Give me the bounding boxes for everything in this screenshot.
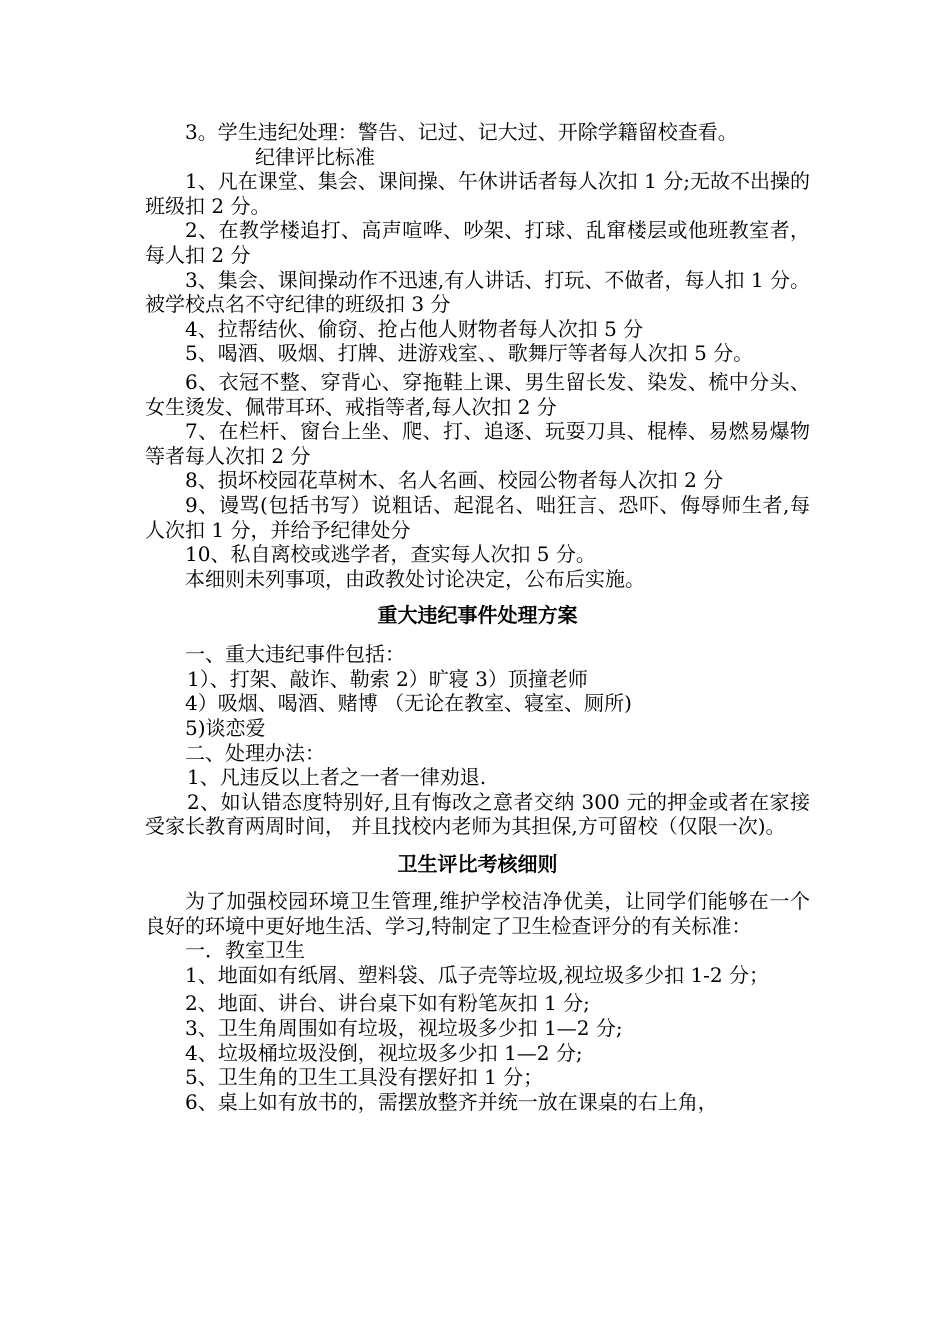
major-line-3: 4）吸烟、喝酒、赌博 （无论在教室、寝室、厕所) <box>185 691 632 716</box>
major-violation-title: 重大违纪事件处理方案 <box>377 603 578 628</box>
discipline-item-9: 9、谩骂(包括书写）说粗话、起混名、咄狂言、恐吓、侮辱师生者,每人次扣 1 分，并给予纪律处分 <box>145 492 810 542</box>
major-line-5: 二、处理办法： <box>185 740 325 765</box>
hygiene-item-5: 5、卫生角的卫生工具没有摆好扣 1 分； <box>185 1065 544 1090</box>
hygiene-item-1: 1、地面如有纸屑、塑料袋、瓜子壳等垃圾,视垃圾多少扣 1-2 分； <box>185 962 770 987</box>
discipline-item-5: 5、喝酒、吸烟、打牌、进游戏室、、歌舞厅等者每人次扣 5 分。 <box>185 341 754 366</box>
major-line-2: 1）、打架、敲诈、勒索 2）旷寝 3）顶撞老师 <box>187 666 588 691</box>
hygiene-title: 卫生评比考核细则 <box>397 852 558 877</box>
discipline-item-4: 4、拉帮结伙、偷窃、抢占他人财物者每人次扣 5 分 <box>185 316 644 341</box>
hygiene-section: 一．教室卫生 <box>185 938 305 963</box>
hygiene-item-3: 3、卫生角周围如有垃圾，视垃圾多少扣 1—2 分; <box>185 1016 623 1040</box>
discipline-item-8: 8、损坏校园花草树木、名人名画、校园公物者每人次扣 2 分 <box>185 468 724 493</box>
hygiene-item-2: 2、地面、讲台、讲台桌下如有粉笔灰扣 1 分; <box>185 991 590 1016</box>
discipline-subtitle: 纪律评比标准 <box>255 144 375 169</box>
discipline-item-2: 2、在教学楼追打、高声喧哗、吵架、打球、乱窜楼层或他班教室者，每人扣 2 分 <box>145 218 810 267</box>
discipline-item-6: 6、衣冠不整、穿背心、穿拖鞋上课、男生留长发、染发、梳中分头、女生烫发、佩带耳环、戒指等者,每人次扣 2 分 <box>145 369 810 419</box>
discipline-intro: 3。学生违纪处理：警告、记过、记大过、开除学籍留校查看。 <box>185 120 738 144</box>
discipline-item-1: 1、凡在课堂、集会、课间操、午休讲话者每人次扣 1 分;无故不出操的班级扣 2 分。 <box>145 169 810 218</box>
document-page <box>145 120 810 1114</box>
discipline-item-10: 10、私自离校或逃学者，查实每人次扣 5 分。 <box>185 542 596 567</box>
hygiene-item-4: 4、垃圾桶垃圾没倒，视垃圾多少扣 1—2 分; <box>185 1040 583 1065</box>
discipline-closing: 本细则未列事项，由政教处讨论决定，公布后实施。 <box>185 566 645 591</box>
major-line-4: 5)谈恋爱 <box>185 716 266 741</box>
major-line-6: 1、凡违反以上者之一者一律劝退. <box>187 765 487 790</box>
hygiene-item-6: 6、桌上如有放书的，需摆放整齐并统一放在课桌的右上角， <box>185 1089 718 1114</box>
discipline-item-7: 7、在栏杆、窗台上坐、爬、打、追逐、玩耍刀具、棍棒、易燃易爆物等者每人次扣 2 分 <box>145 419 810 468</box>
major-line-1: 一、重大违纪事件包括： <box>185 642 405 667</box>
major-line-7: 2、如认错态度特别好,且有悔改之意者交纳 300 元的押金或者在家接受家长教育两周时间， 并且找校内老师为其担保,方可留校（仅限一次)。 <box>145 789 810 839</box>
hygiene-intro: 为了加强校园环境卫生管理,维护学校洁净优美，让同学们能够在一个良好的环境中更好地生活、学习,特制定了卫生检查评分的有关标准： <box>145 889 810 938</box>
discipline-item-3: 3、集会、课间操动作不迅速,有人讲话、打玩、不做者，每人扣 1 分。被学校点名不守纪律的班级扣 3 分 <box>145 267 810 317</box>
